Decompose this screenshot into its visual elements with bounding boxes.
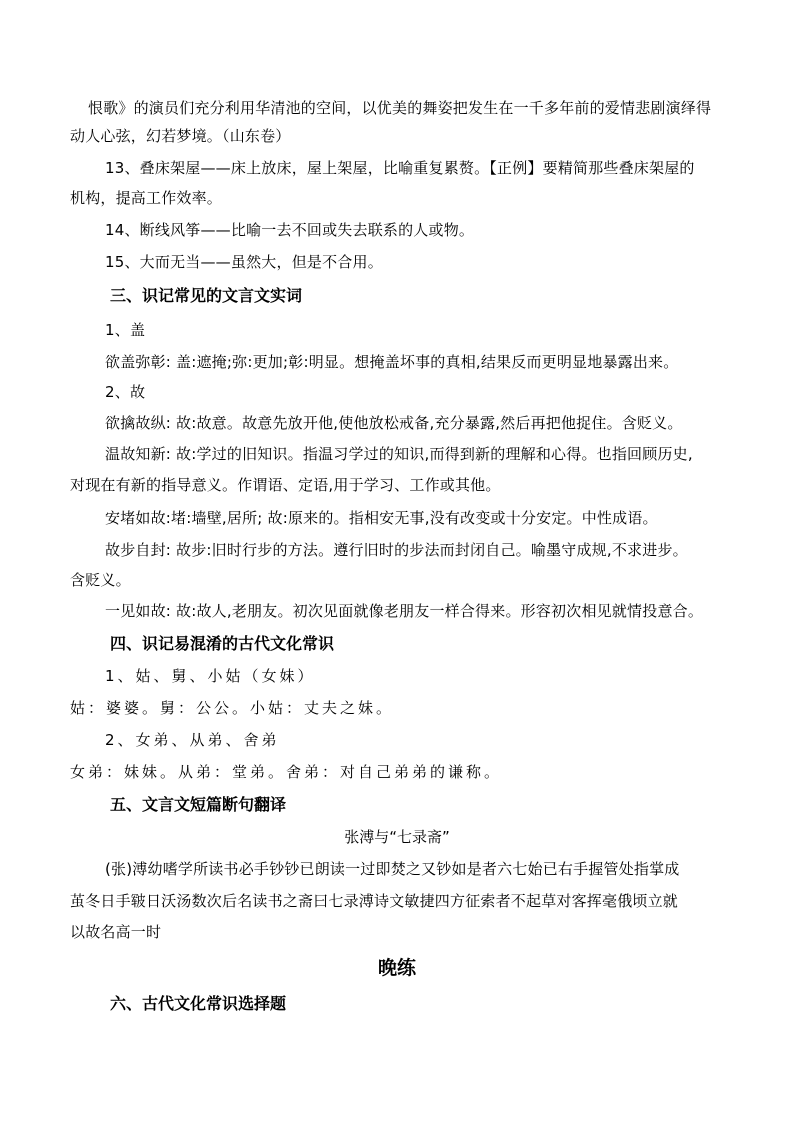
paragraph-line: 机构，提高工作效率。 [70, 189, 223, 207]
passage-line: 以故名高一时 [70, 923, 162, 941]
paragraph-line: 欲擒故纵: 故:故意。故意先放开他,使他放松戒备,充分暴露,然后再把他捉住。含贬义。 [105, 414, 683, 432]
passage-line: 茧冬日手皲日沃汤数次后名读书之斋曰七录溥诗文敏捷四方征索者不起草对客挥毫俄顷立就 [70, 892, 679, 910]
paragraph-line: 温故知新: 故:学过的旧知识。指温习学过的知识,而得到新的理解和心得。也指回顾历史, [105, 445, 693, 463]
paragraph-line: 2、故 [105, 383, 146, 401]
paragraph-line: 1、盖 [105, 321, 146, 339]
passage-line: (张)溥幼嗜学所读书必手钞钞已朗读一过即焚之又钞如是者六七始已右手握管处指掌成 [105, 860, 680, 878]
paragraph-line: 15、大而无当——虽然大，但是不合用。 [105, 253, 383, 271]
paragraph-line: 对现在有新的指导意义。作谓语、定语,用于学习、工作或其他。 [70, 476, 501, 494]
paragraph-line: 一见如故: 故:故人,老朋友。初次见面就像老朋友一样合得来。形容初次相见就情投意合。 [105, 602, 704, 620]
section-heading-6: 六、古代文化常识选择题 [110, 994, 287, 1013]
paragraph-line: 欲盖弥彰: 盖:遮掩;弥:更加;彰:明显。想掩盖坏事的真相,结果反而更明显地暴露出来。 [105, 353, 679, 371]
paragraph-line: 故步自封: 故步:旧时行步的方法。遵行旧时的步法而封闭自己。喻墨守成规,不求进步。 [105, 541, 688, 559]
paragraph-line: 13、叠床架屋——床上放床，屋上架屋，比喻重复累赘。【正例】要精简那些叠床架屋的 [105, 159, 695, 177]
paragraph-line: 女弟：妹妹。从弟：堂弟。舍弟：对自己弟弟的谦称。 [70, 763, 503, 781]
paragraph-line: 2、女弟、从弟、舍弟 [105, 731, 280, 749]
paragraph-line: 14、断线风筝——比喻一去不回或失去联系的人或物。 [105, 221, 475, 239]
paragraph-line: 姑：婆婆。舅：公公。小姑：丈夫之妹。 [70, 699, 395, 717]
paragraph-line: 含贬义。 [70, 571, 131, 589]
paragraph-line: 安堵如故:堵:墙壁,居所; 故:原来的。指相安无事,没有改变或十分安定。中性成语。 [105, 509, 658, 527]
paragraph-line: 1、姑、舅、小姑（女妹） [105, 667, 316, 685]
passage-title: 张溥与“七录斋” [344, 828, 450, 846]
evening-practice-title: 晚练 [377, 957, 416, 979]
paragraph-line: 动人心弦，幻若梦境。（山东卷） [70, 127, 291, 145]
section-heading-4: 四、识记易混淆的古代文化常识 [110, 634, 335, 653]
section-heading-3: 三、识记常见的文言文实词 [110, 286, 303, 305]
paragraph-line: 恨歌》的演员们充分利用华清池的空间，以优美的舞姿把发生在一千多年前的爱情悲剧演绎得 [88, 99, 712, 117]
section-heading-5: 五、文言文短篇断句翻译 [110, 795, 287, 814]
